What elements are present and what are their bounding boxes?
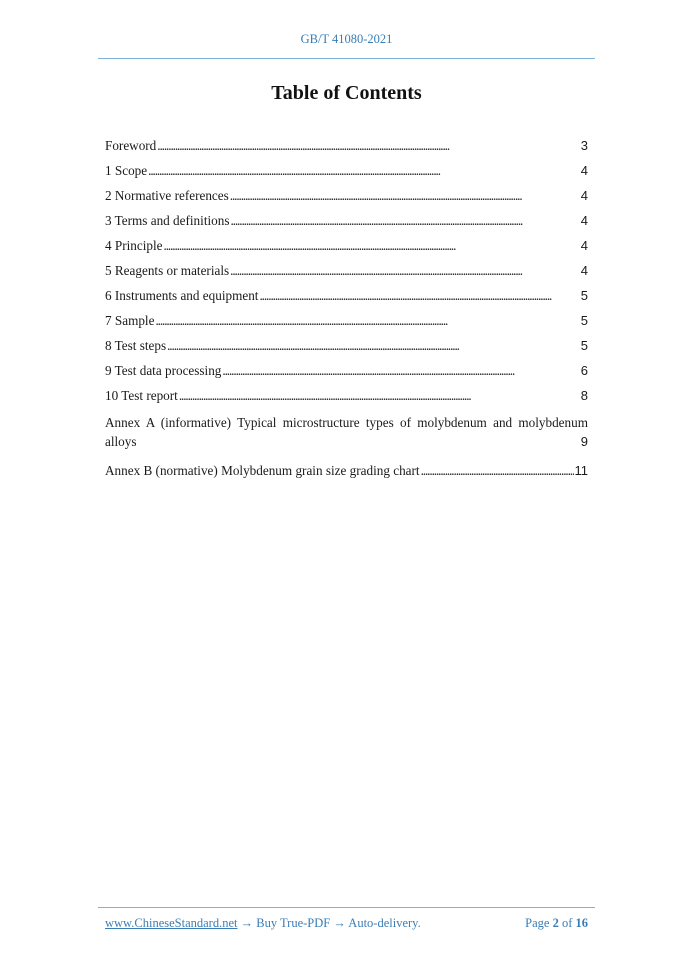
toc-entry-reagents[interactable]	[105, 263, 588, 288]
toc-page-number: 4	[580, 263, 588, 278]
toc-entry-text: 5 Reagents or materials	[105, 263, 230, 278]
page-of: of	[561, 916, 573, 930]
toc-entry-text: 9 Test data processing	[105, 363, 222, 378]
toc-entry-text-line2: alloys	[105, 434, 137, 449]
toc-entry-text: 2 Normative references	[105, 188, 229, 203]
toc-entry-text: 1 Scope	[105, 163, 148, 178]
toc-entry-normative-references[interactable]	[105, 188, 588, 213]
toc-page-number: 5	[580, 288, 588, 303]
toc-leader-dots	[157, 138, 579, 153]
page-indicator	[525, 916, 588, 931]
toc-leader-dots	[421, 463, 574, 478]
table-of-contents	[105, 138, 588, 488]
standard-code: GB/T 41080-2021	[300, 32, 393, 46]
toc-entry-annex-a[interactable]	[105, 413, 588, 463]
toc-leader-dots	[164, 238, 580, 253]
toc-page-number: 5	[580, 338, 588, 353]
toc-page-number: 8	[580, 388, 588, 403]
page-footer	[105, 916, 588, 931]
toc-entry-text: Annex B (normative) Molybdenum grain size grading chart	[105, 463, 420, 478]
toc-entry-text: 8 Test steps	[105, 338, 167, 353]
footer-promo-text: → Buy True-PDF → Auto-delivery.	[237, 916, 421, 930]
toc-entry-scope[interactable]	[105, 163, 588, 188]
toc-entry-text: 6 Instruments and equipment	[105, 288, 259, 303]
toc-page-number: 4	[580, 213, 588, 228]
toc-page-number: 4	[580, 163, 588, 178]
toc-entry-text: Foreword	[105, 138, 157, 153]
toc-page-number: 4	[580, 188, 588, 203]
toc-entry-sample[interactable]	[105, 313, 588, 338]
toc-leader-dots	[167, 338, 580, 353]
toc-leader-dots	[230, 213, 579, 228]
toc-entry-instruments[interactable]	[105, 288, 588, 313]
toc-entry-text: 10 Test report	[105, 388, 178, 403]
page-current: 2	[552, 916, 559, 930]
toc-leader-dots	[148, 163, 580, 178]
toc-entry-terms-definitions[interactable]	[105, 213, 588, 238]
toc-entry-test-steps[interactable]	[105, 338, 588, 363]
toc-leader-dots	[179, 388, 580, 403]
footer-divider	[98, 907, 595, 908]
page-title: Table of Contents	[271, 82, 422, 104]
toc-page-number: 6	[580, 363, 588, 378]
toc-entry-text-line1: Annex A (informative) Typical microstructure types of molybdenum and molybdenum	[105, 415, 588, 430]
footer-promo	[105, 916, 421, 931]
toc-page-number: 5	[580, 313, 588, 328]
toc-page-number: 11	[574, 463, 588, 478]
toc-leader-dots	[222, 363, 579, 378]
site-link[interactable]: www.ChineseStandard.net	[105, 916, 238, 930]
toc-entry-test-report[interactable]	[105, 388, 588, 413]
toc-entry-annex-b[interactable]	[105, 463, 588, 488]
toc-entry-text: 4 Principle	[105, 238, 163, 253]
toc-leader-dots	[259, 288, 579, 303]
toc-entry-text: 7 Sample	[105, 313, 155, 328]
toc-entry-principle[interactable]	[105, 238, 588, 263]
page-header	[98, 32, 595, 59]
toc-page-number: 3	[580, 138, 588, 153]
page-label: Page	[525, 916, 550, 930]
toc-leader-dots	[230, 263, 580, 278]
toc-entry-data-processing[interactable]	[105, 363, 588, 388]
toc-leader-dots	[230, 188, 580, 203]
toc-entry-foreword[interactable]	[105, 138, 588, 163]
toc-page-number: 9	[580, 434, 588, 449]
page-total: 16	[575, 916, 588, 930]
toc-page-number: 4	[580, 238, 588, 253]
toc-entry-text: 3 Terms and definitions	[105, 213, 230, 228]
toc-leader-dots	[155, 313, 579, 328]
